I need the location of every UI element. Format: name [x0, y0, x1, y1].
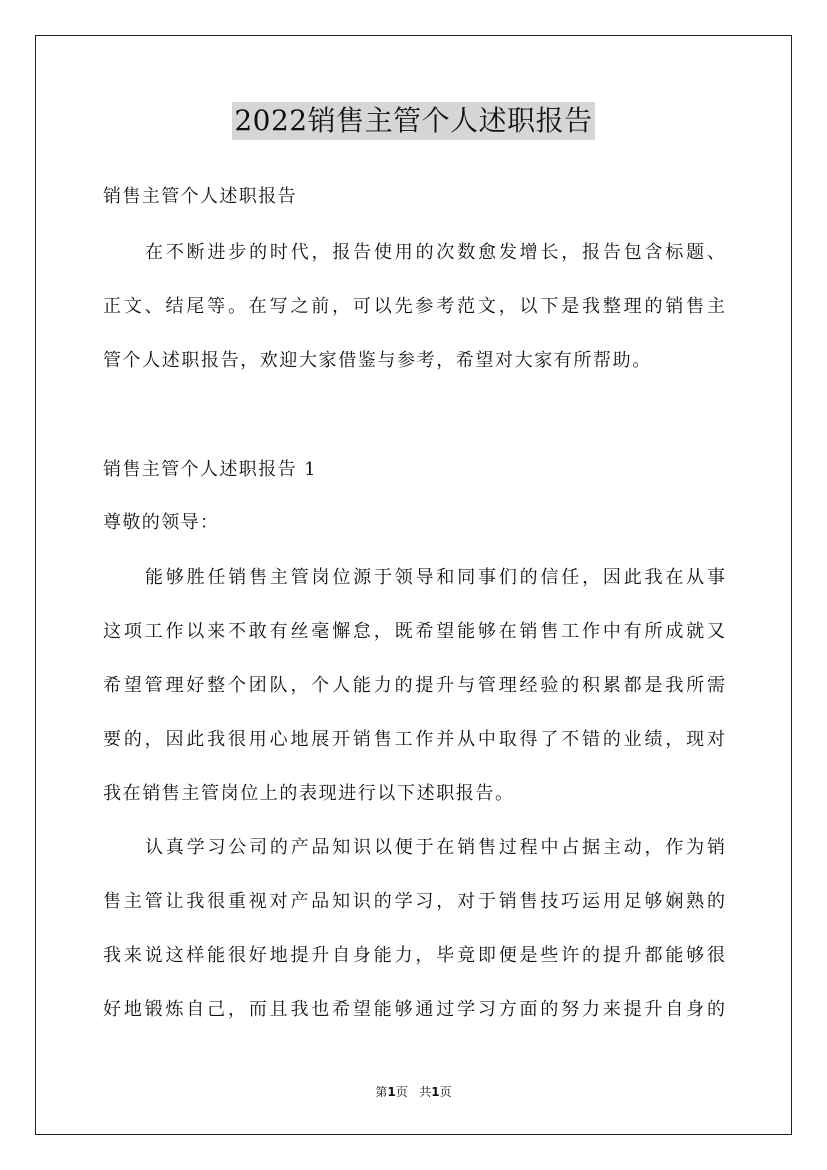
page-current: 1: [387, 1085, 396, 1099]
document-subtitle: 销售主管个人述职报告: [103, 186, 297, 207]
intro-line: 管个人述职报告，欢迎大家借鉴与参考，希望对大家有所帮助。: [103, 350, 652, 371]
paragraph-line: 认真学习公司的产品知识以便于在销售过程中占据主动，作为销: [145, 837, 725, 858]
salutation: 尊敬的领导：: [103, 512, 220, 533]
paragraph-line: 好地锻炼自己，而且我也希望能够通过学习方面的努力来提升自身的: [103, 999, 725, 1020]
page-total: 1: [431, 1085, 440, 1099]
page-unit: 页: [395, 1085, 408, 1099]
intro-line: 在不断进步的时代，报告使用的次数愈发增长，报告包含标题、: [145, 242, 725, 263]
paragraph-line: 能够胜任销售主管岗位源于领导和同事们的信任，因此我在从事: [145, 567, 725, 588]
page-prefix: 第: [375, 1085, 388, 1099]
paragraph-line: 售主管让我很重视对产品知识的学习，对于销售技巧运用足够娴熟的: [103, 891, 725, 912]
paragraph-line: 我在销售主管岗位上的表现进行以下述职报告。: [103, 783, 515, 804]
paragraph-line: 希望管理好整个团队，个人能力的提升与管理经验的积累都是我所需: [103, 675, 725, 696]
title-container: [0, 102, 827, 140]
total-prefix: 共: [419, 1085, 432, 1099]
page-footer: [0, 1083, 827, 1100]
paragraph-line: 我来说这样能很好地提升自身能力，毕竟即便是些许的提升都能够很: [103, 945, 725, 966]
paragraph-line: 这项工作以来不敢有丝毫懈怠，既希望能够在销售工作中有所成就又: [103, 621, 725, 642]
paragraph-line: 要的，因此我很用心地展开销售工作并从中取得了不错的业绩，现对: [103, 729, 725, 750]
document-title: 2022销售主管个人述职报告: [232, 102, 594, 140]
total-unit: 页: [439, 1085, 452, 1099]
section-heading: 销售主管个人述职报告 1: [103, 459, 317, 480]
intro-line: 正文、结尾等。在写之前，可以先参考范文，以下是我整理的销售主: [103, 296, 725, 317]
